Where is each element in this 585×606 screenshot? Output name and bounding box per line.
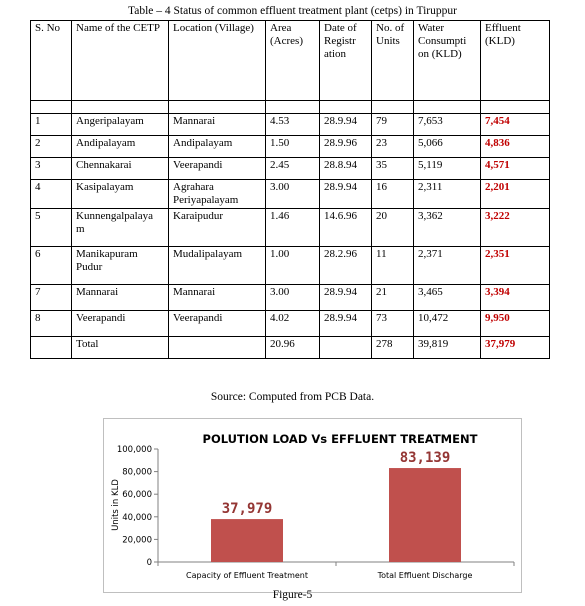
table-cell: Agrahara Periyapalayam [169, 180, 266, 209]
table-cell: Chennakarai [72, 158, 169, 180]
bar [389, 468, 461, 562]
table-cell: 5,119 [414, 158, 481, 180]
table-cell: 7,454 [481, 114, 550, 136]
table-cell: 4.53 [266, 114, 320, 136]
table-cell: 28.9.94 [320, 311, 372, 337]
total-cell [31, 337, 72, 359]
table-total-row [31, 337, 550, 359]
table-cell: 21 [372, 285, 414, 311]
table-cell: Mannarai [169, 285, 266, 311]
table-cell: 2,311 [414, 180, 481, 209]
table-cell: 2 [31, 136, 72, 158]
table-spacer-row [31, 101, 550, 114]
table-row [31, 247, 550, 285]
table-cell: 7,653 [414, 114, 481, 136]
table-header-row [31, 21, 550, 101]
table-row [31, 114, 550, 136]
table-cell: 3,465 [414, 285, 481, 311]
table-cell: 28.2.96 [320, 247, 372, 285]
col-header-name: Name of the CETP [72, 21, 169, 101]
table-cell: Mudalipalayam [169, 247, 266, 285]
table-cell: 10,472 [414, 311, 481, 337]
table-cell: 3.00 [266, 180, 320, 209]
bar-chart [104, 419, 521, 592]
table-cell: 28.9.96 [320, 136, 372, 158]
table-cell: 3.00 [266, 285, 320, 311]
table-cell: 28.8.94 [320, 158, 372, 180]
table-cell: 20 [372, 209, 414, 247]
total-cell: Total [72, 337, 169, 359]
table-cell: 7 [31, 285, 72, 311]
table-cell: 2,371 [414, 247, 481, 285]
total-cell: 20.96 [266, 337, 320, 359]
table-row [31, 180, 550, 209]
cetp-table [30, 20, 550, 359]
table-cell: 4,571 [481, 158, 550, 180]
table-cell: 2,351 [481, 247, 550, 285]
table-cell: Mannarai [169, 114, 266, 136]
table-cell: Veerapandi [169, 311, 266, 337]
total-cell: 278 [372, 337, 414, 359]
col-header-effluent: Effluent (KLD) [481, 21, 550, 101]
data-label: 83,139 [399, 450, 451, 467]
chart-container [103, 418, 522, 593]
table-row [31, 285, 550, 311]
table-cell: 3 [31, 158, 72, 180]
y-tick-label: 40,000 [122, 512, 152, 523]
table-cell: 28.9.94 [320, 114, 372, 136]
y-tick-label: 60,000 [122, 490, 152, 501]
table-cell: 79 [372, 114, 414, 136]
col-header-units: No. of Units [372, 21, 414, 101]
table-cell: Manikapuram Pudur [72, 247, 169, 285]
table-cell: 1.46 [266, 209, 320, 247]
table-row [31, 311, 550, 337]
table-cell: 3,394 [481, 285, 550, 311]
y-tick-label: 80,000 [122, 467, 152, 478]
table-cell: 28.9.94 [320, 180, 372, 209]
table-cell: 2.45 [266, 158, 320, 180]
bar [211, 519, 283, 562]
source-note: Source: Computed from PCB Data. [210, 391, 375, 403]
table-caption: Table – 4 Status of common effluent treatment plant (cetps) in Tiruppur [128, 5, 457, 17]
table-cell: 3,362 [414, 209, 481, 247]
data-label: 37,979 [221, 501, 273, 518]
table-cell: 23 [372, 136, 414, 158]
table-cell: Kunnengalpalaya m [72, 209, 169, 247]
table-cell: Andipalayam [72, 136, 169, 158]
table-cell: 35 [372, 158, 414, 180]
table-cell: 5 [31, 209, 72, 247]
table-cell: 6 [31, 247, 72, 285]
table-cell: Veerapandi [72, 311, 169, 337]
table-cell: 4.02 [266, 311, 320, 337]
x-category-label: Total Effluent Discharge [377, 571, 473, 580]
table-cell: 8 [31, 311, 72, 337]
chart-title: POLUTION LOAD Vs EFFLUENT TREATMENT [202, 432, 478, 446]
table-cell: Karaipudur [169, 209, 266, 247]
table-cell: 14.6.96 [320, 209, 372, 247]
table-cell: 1 [31, 114, 72, 136]
table-cell: 9,950 [481, 311, 550, 337]
table-cell: 1.00 [266, 247, 320, 285]
y-tick-label: 100,000 [116, 445, 152, 455]
col-header-location: Location (Village) [169, 21, 266, 101]
col-header-area: Area (Acres) [266, 21, 320, 101]
table-row [31, 209, 550, 247]
total-cell [169, 337, 266, 359]
table-cell: Andipalayam [169, 136, 266, 158]
table-cell: Angeripalayam [72, 114, 169, 136]
y-tick-label: 0 [146, 558, 152, 568]
table-cell: 11 [372, 247, 414, 285]
total-cell: 37,979 [481, 337, 550, 359]
table-cell: 73 [372, 311, 414, 337]
col-header-water: Water Consumpti on (KLD) [414, 21, 481, 101]
total-cell: 39,819 [414, 337, 481, 359]
y-tick-label: 20,000 [122, 535, 152, 546]
col-header-date: Date of Registr ation [320, 21, 372, 101]
table-cell: 2,201 [481, 180, 550, 209]
table-cell: Kasipalayam [72, 180, 169, 209]
table-cell: 4 [31, 180, 72, 209]
table-row [31, 158, 550, 180]
table-row [31, 136, 550, 158]
y-axis-label: Units in KLD [111, 479, 121, 531]
table-cell: 5,066 [414, 136, 481, 158]
table-cell: Mannarai [72, 285, 169, 311]
x-category-label: Capacity of Effluent Treatment [186, 571, 308, 580]
table-cell: 28.9.94 [320, 285, 372, 311]
table-cell: Veerapandi [169, 158, 266, 180]
table-cell: 4,836 [481, 136, 550, 158]
table-cell: 16 [372, 180, 414, 209]
figure-caption: Figure-5 [272, 589, 313, 601]
table-cell: 3,222 [481, 209, 550, 247]
total-cell [320, 337, 372, 359]
table-cell: 1.50 [266, 136, 320, 158]
col-header-sno: S. No [31, 21, 72, 101]
